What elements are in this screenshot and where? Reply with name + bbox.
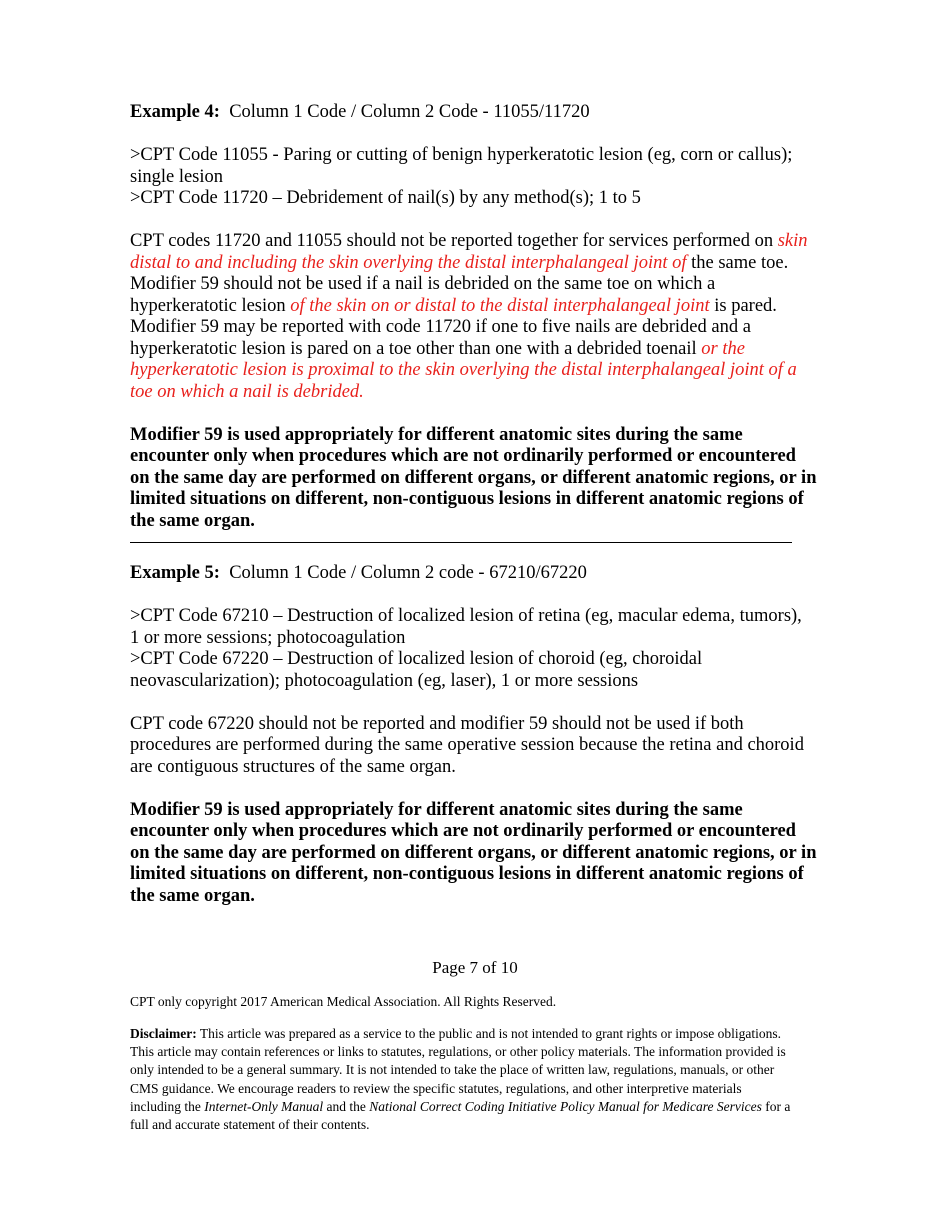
disclaimer-text-1: This article was prepared as a service to the public and is not intended to grant rights or impose obligations. — [196, 1026, 781, 1041]
example4-body-e: is pared. Modifier 59 may be reported with code 11720 if one to five nails are debrided and a hyperkeratotic lesion is pared on a toe other than one with a debrided toenail — [130, 295, 777, 359]
example4-heading-text: Column 1 Code / Column 2 Code - 11055/11720 — [229, 102, 590, 122]
example5-modifier-note: Modifier 59 is used appropriately for different anatomic sites during the same encounter only when procedures which are not ordinarily performed or encountered on the same day are performed on different organs, or different anatomic regions, or in limited situations on different, non-contiguous lesions in different anatomic regions of the same organ. — [130, 799, 817, 906]
disclaimer-label: Disclaimer: — [130, 1026, 197, 1041]
example4-body-a: CPT codes 11720 and 11055 should not be reported together for services performed on — [130, 231, 778, 251]
example4-body — [130, 231, 810, 403]
disclaimer-l5-e: for a — [761, 1098, 791, 1114]
example5-cpt1-line1: >CPT Code 67210 – Destruction of localized lesion of retina (eg, macular edema, tumors), — [130, 606, 802, 626]
example5-heading — [130, 563, 820, 585]
disclaimer-line-4: CMS guidance. We encourage readers to review the specific statutes, regulations, and other interpretive materials — [130, 1080, 742, 1096]
section-divider — [130, 542, 792, 543]
internet-only-manual-title: Internet-Only Manual — [204, 1098, 324, 1114]
example5-cpt2-line2: neovascularization); photocoagulation (eg, laser), 1 or more sessions — [130, 670, 639, 691]
document-page — [130, 102, 820, 907]
example5-cpt-codes — [130, 606, 820, 692]
example5-label: Example 5: — [130, 563, 220, 583]
example5-body: CPT code 67220 should not be reported and modifier 59 should not be used if both procedures are performed during the same operative session because the retina and choroid are contiguous structures of the same organ. — [130, 713, 804, 777]
example4-cpt1-line1: >CPT Code 11055 - Paring or cutting of benign hyperkeratotic lesion (eg, corn or callus); — [130, 145, 793, 165]
example4-body-red-1: skin distal to and including the skin overlying the distal interphalangeal joint of — [130, 231, 808, 273]
copyright-notice: CPT only copyright 2017 American Medical Association. All Rights Reserved. — [130, 994, 557, 1009]
disclaimer-line-1 — [130, 1025, 820, 1043]
example4-cpt1-line2: single lesion — [130, 166, 224, 187]
example4-heading — [130, 102, 820, 124]
example4-label: Example 4: — [130, 102, 220, 122]
example4-modifier-note: Modifier 59 is used appropriately for different anatomic sites during the same encounter only when procedures which are not ordinarily performed or encountered on the same day are performed on different organs, or different anatomic regions, or in limited situations on different, non-contiguous lesions in different anatomic regions of the same organ. — [130, 424, 817, 531]
example5-cpt2-line1: >CPT Code 67220 – Destruction of localized lesion of choroid (eg, choroidal — [130, 649, 703, 669]
example5-cpt1-line2: 1 or more sessions; photocoagulation — [130, 627, 406, 648]
disclaimer-l5-c: and the — [323, 1098, 370, 1114]
ncci-manual-title: National Correct Coding Initiative Policy Manual for Medicare Services — [369, 1098, 762, 1114]
example4-body-red-3: or the hyperkeratotic lesion is proximal to the skin overlying the distal interphalangeal joint of a toe on which a nail is debrided. — [130, 338, 797, 402]
disclaimer — [130, 1025, 820, 1134]
example4-body-red-2: of the skin on or distal to the distal interphalangeal joint — [290, 295, 710, 316]
example4-cpt-11055 — [130, 145, 820, 210]
page-number: Page 7 of 10 — [432, 958, 518, 977]
disclaimer-line-6: full and accurate statement of their contents. — [130, 1117, 370, 1133]
disclaimer-line-3: only intended to be a general summary. It is not intended to take the place of written law, regulations, manuals, or other — [130, 1062, 775, 1078]
disclaimer-line-5 — [130, 1098, 820, 1116]
disclaimer-line-2: This article may contain references or links to statutes, regulations, or other policy materials. The information provided is — [130, 1044, 786, 1060]
example5-heading-text: Column 1 Code / Column 2 code - 67210/67220 — [229, 563, 587, 583]
example4-cpt-11720: >CPT Code 11720 – Debridement of nail(s) by any method(s); 1 to 5 — [130, 188, 641, 208]
example4-body-c: the same toe. Modifier 59 should not be used if a nail is debrided on the same toe on which a hyperkeratotic lesion — [130, 252, 789, 316]
disclaimer-l5-a: including the — [130, 1098, 205, 1114]
